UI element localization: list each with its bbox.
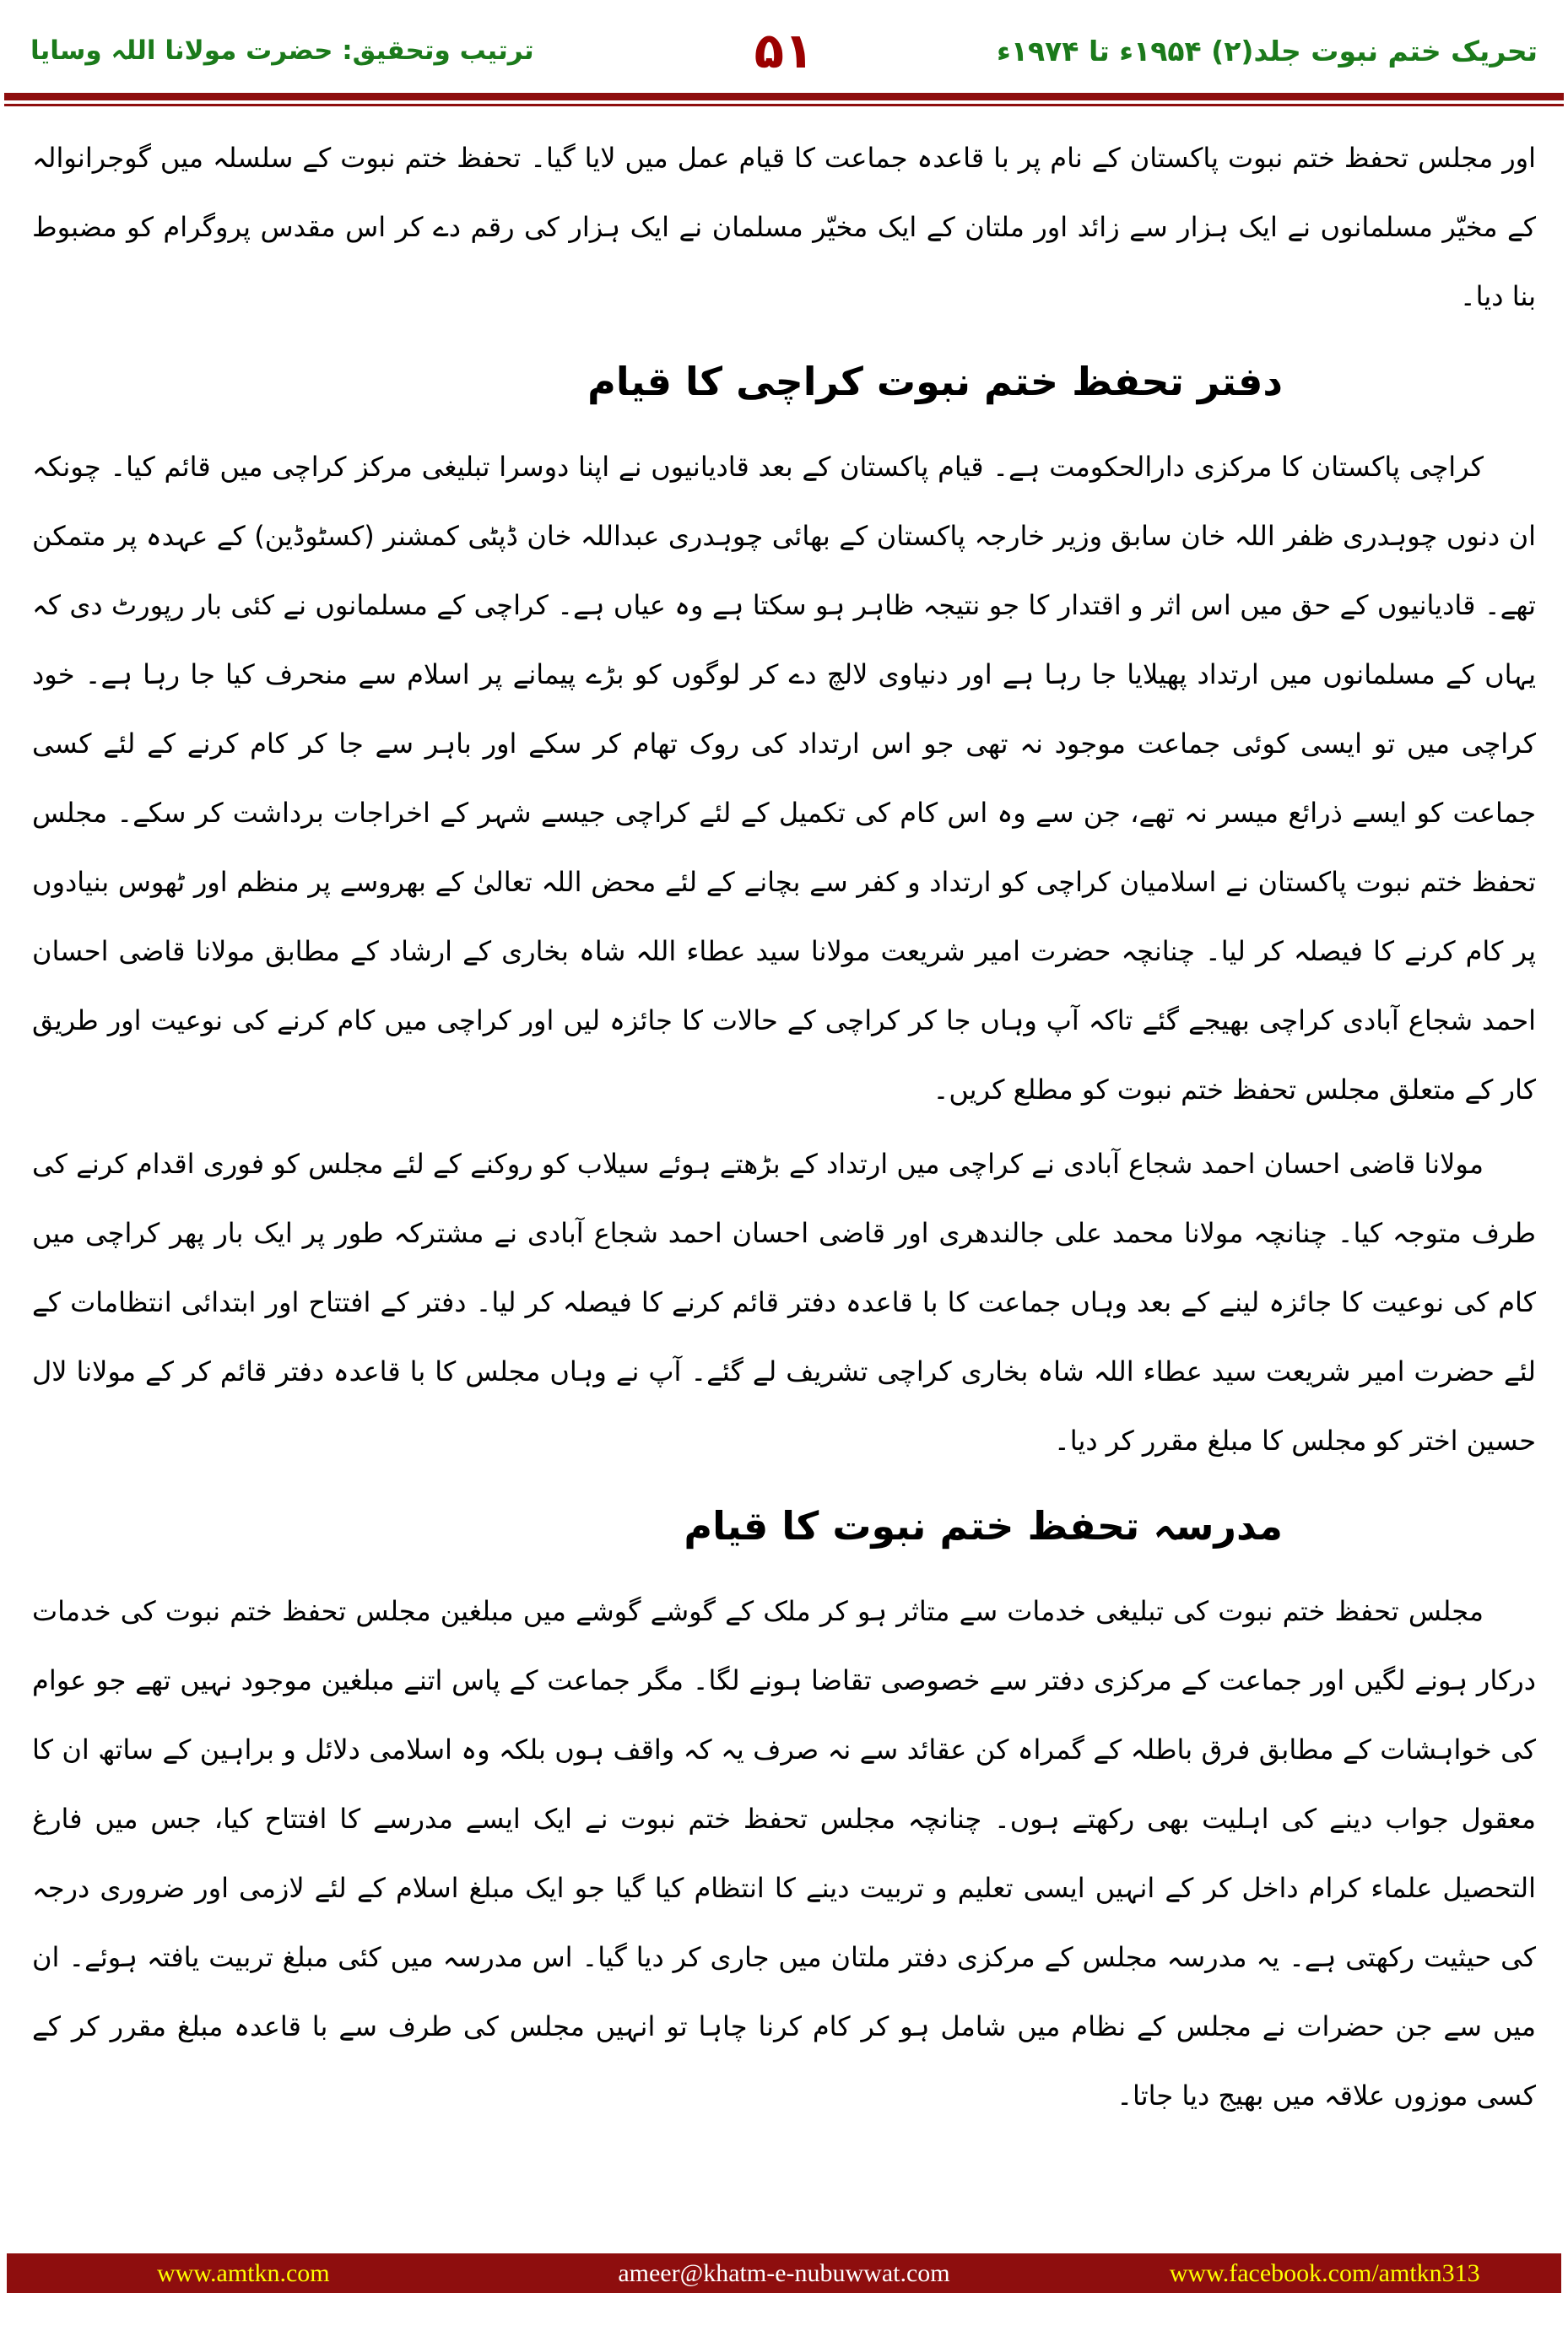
page-number: ۵۱	[754, 22, 814, 79]
editor-credit: ترتیب وتحقیق: حضرت مولانا اللہ وسایا	[30, 35, 534, 66]
paragraph-karachi-office-1: کراچی پاکستان کا مرکزی دارالحکومت ہے۔ قیام پاکستان کے بعد قادیانیوں نے اپنا دوسرا تبلیغی مرکز کراچی میں قائم کیا۔ چونکہ ان دنوں چوہدری ظفر اللہ خان سابق وزیر خارجہ پاکستان کے بھائی چوہدری عبداللہ خان ڈپٹی کمشنر (کسٹوڈین) کے عہدہ پر متمکن تھے۔ قادیانیوں کے حق میں اس اثر و اقتدار کا جو نتیجہ ظاہر ہو سکتا ہے وہ عیاں ہے۔ کراچی کے مسلمانوں نے کئی بار رپورٹ دی کہ یہاں کے مسلمانوں میں ارتداد پھیلایا جا رہا ہے اور دنیاوی لالچ دے کر لوگوں کو بڑے پیمانے پر اسلام سے منحرف کیا جا رہا ہے۔ خود کراچی میں تو ایسی کوئی جماعت موجود نہ تھی جو اس ارتداد کی روک تھام کر سکے اور باہر سے جا کر کام کرنے کے لئے کسی جماعت کو ایسے ذرائع میسر نہ تھے، جن سے وہ اس کام کی تکمیل کے لئے کراچی جیسے شہر کے اخراجات برداشت کر سکے۔ مجلس تحفظ ختم نبوت پاکستان نے اسلامیان کراچی کو ارتداد و کفر سے بچانے کے لئے محض اللہ تعالیٰ کے بھروسے پر منظم اور ٹھوس بنیادوں پر کام کرنے کا فیصلہ کر لیا۔ چنانچہ حضرت امیر شریعت مولانا سید عطاء اللہ شاہ بخاری کے ارشاد کے مطابق مولانا قاضی احسان احمد شجاع آبادی کراچی بھیجے گئے تاکہ آپ وہاں جا کر کراچی کے حالات کا جائزہ لیں اور کراچی میں کام کرنے کی نوعیت اور طریق کار کے متعلق مجلس تحفظ ختم نبوت کو مطلع کریں۔	[32, 451, 1536, 1106]
intro-paragraph: اور مجلس تحفظ ختم نبوت پاکستان کے نام پر با قاعدہ جماعت کا قیام عمل میں لایا گیا۔ تحفظ ختم نبوت کے سلسلہ میں گوجرانوالہ کے مخیّر مسلمانوں نے ایک ہزار سے زائد اور ملتان کے ایک مخیّر مسلمان نے ایک ہزار کی رقم دے کر اس مقدس پروگرام کو مضبوط بنا دیا۔	[32, 142, 1537, 312]
facebook-link[interactable]: www.facebook.com/amtkn313	[1169, 2258, 1480, 2287]
footer-facebook-cell	[1088, 2259, 1561, 2288]
section-heading-madrasa: مدرسہ تحفظ ختم نبوت کا قیام	[684, 1503, 1283, 1549]
paragraph-karachi-office-2: مولانا قاضی احسان احمد شجاع آبادی نے کراچی میں ارتداد کے بڑھتے ہوئے سیلاب کو روکنے کے لئے مجلس کو فوری اقدام کرنے کی طرف متوجہ کیا۔ چنانچہ مولانا محمد علی جالندھری اور قاضی احسان احمد شجاع آبادی نے مشترکہ طور پر ایک بار پھر کراچی میں کام کی نوعیت کا جائزہ لینے کے بعد وہاں جماعت کا با قاعدہ دفتر قائم کرنے کا فیصلہ کر لیا۔ دفتر کے افتتاح اور ابتدائی انتظامات کے لئے حضرت امیر شریعت سید عطاء اللہ شاہ بخاری کراچی تشریف لے گئے۔ آپ نے وہاں مجلس کا با قاعدہ دفتر قائم کر کے مولانا لال حسین اختر کو مجلس کا مبلغ مقرر کر دیا۔	[32, 1148, 1536, 1457]
section-heading-karachi-office: دفتر تحفظ ختم نبوت کراچی کا قیام	[587, 359, 1283, 404]
header-divider-rule	[4, 93, 1564, 106]
email-link[interactable]: ameer@khatm-e-nubuwwat.com	[618, 2258, 950, 2287]
footer-email-cell	[480, 2259, 1089, 2288]
page-header	[0, 0, 1568, 88]
website-link[interactable]: www.amtkn.com	[156, 2258, 330, 2287]
paragraph-madrasa-1: مجلس تحفظ ختم نبوت کی تبلیغی خدمات سے متاثر ہو کر ملک کے گوشے گوشے میں مبلغین مجلس تحفظ ختم نبوت کی خدمات درکار ہونے لگیں اور جماعت کے مرکزی دفتر سے خصوصی تقاضا ہونے لگا۔ مگر جماعت کے پاس اتنے مبلغین موجود نہیں تھے جو عوام کی خواہشات کے مطابق فرق باطلہ کے گمراہ کن عقائد سے نہ صرف یہ کہ واقف ہوں بلکہ وہ اسلامی دلائل و براہین کے ساتھ ان کا معقول جواب دینے کی اہلیت بھی رکھتے ہوں۔ چنانچہ مجلس تحفظ ختم نبوت نے ایک ایسے مدرسے کا افتتاح کیا، جس میں فارغ التحصیل علماء کرام داخل کر کے انہیں ایسی تعلیم و تربیت دینے کا انتظام کیا گیا جو ایک مبلغ اسلام کے لئے لازمی اور ضروری درجہ کی حیثیت رکھتی ہے۔ یہ مدرسہ مجلس کے مرکزی دفتر ملتان میں جاری کر دیا گیا۔ اس مدرسہ میں کئی مبلغ تربیت یافتہ ہوئے۔ ان میں سے جن حضرات نے مجلس کے نظام میں شامل ہو کر کام کرنا چاہا تو انہیں مجلس کی طرف سے با قاعدہ مبلغ مقرر کر کے کسی موزوں علاقہ میں بھیج دیا جاتا۔	[32, 1595, 1537, 2112]
footer-website-cell	[7, 2259, 480, 2288]
page-body	[0, 106, 1568, 2130]
footer-bar	[7, 2253, 1561, 2293]
book-title: تحریک ختم نبوت جلد(۲) ۱۹۵۴ء تا ۱۹۷۴ء	[997, 34, 1538, 68]
